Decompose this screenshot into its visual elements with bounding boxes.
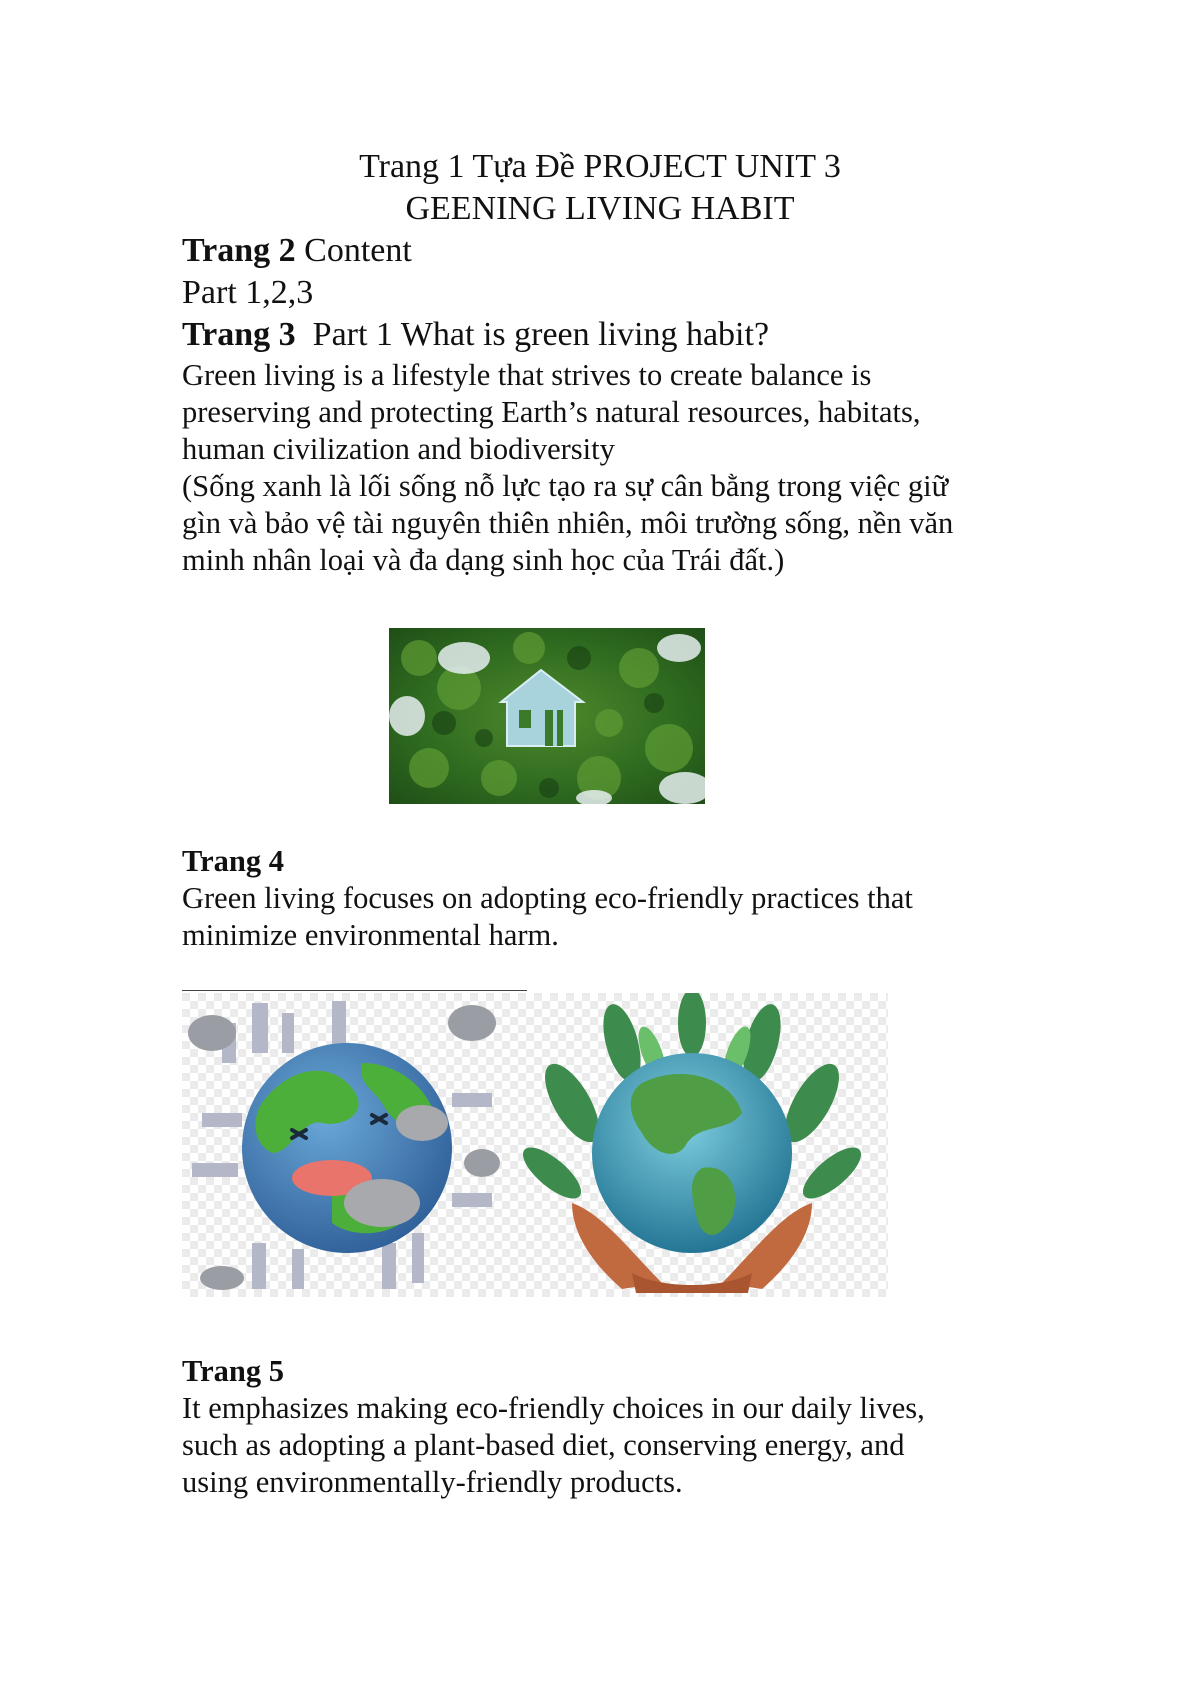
page2-label: Trang 2 — [182, 232, 296, 269]
page2-text: Content — [295, 232, 412, 269]
page5-line-1: It emphasizes making eco-friendly choices in our daily lives, — [182, 1391, 925, 1425]
page3-heading-text: Part 1 What is green living habit? — [295, 316, 770, 353]
page2-parts: Part 1,2,3 — [182, 274, 314, 311]
page3-vi-line-2: gìn và bảo vệ tài nguyên thiên nhiên, môi trường sống, nền văn — [182, 506, 954, 540]
page2-heading — [182, 231, 412, 271]
page4-line-1: Green living focuses on adopting eco-friendly practices that — [182, 881, 913, 915]
divider-line — [182, 990, 527, 991]
page3-label: Trang 3 — [182, 316, 296, 353]
page4-heading — [182, 843, 284, 880]
page3-vi-line-3: minh nhân loại và đa dạng sinh học của Trái đất.) — [182, 543, 785, 577]
page5-line-2: such as adopting a plant-based diet, conserving energy, and — [182, 1428, 905, 1462]
page3-en-line-2: preserving and protecting Earth’s natural resources, habitats, — [182, 395, 921, 429]
title-line-1: Trang 1 Tựa Đề PROJECT UNIT 3 — [359, 148, 841, 185]
page5-line-3: using environmentally-friendly products. — [182, 1465, 683, 1499]
page4-line-2: minimize environmental harm. — [182, 918, 559, 952]
page5-text — [182, 1390, 1022, 1501]
title-line-2: GEENING LIVING HABIT — [405, 190, 795, 227]
page4-text — [182, 880, 1022, 954]
forest-house-image — [389, 628, 705, 804]
page3-vi-line-1: (Sống xanh là lối sống nỗ lực tạo ra sự cân bằng trong việc giữ — [182, 469, 949, 503]
page3-heading — [182, 315, 769, 355]
page3-en-line-3: human civilization and biodiversity — [182, 432, 615, 466]
page3-en-line-1: Green living is a lifestyle that strives to create balance is — [182, 358, 872, 392]
earth-illustrations-image — [182, 993, 888, 1297]
page4-label: Trang 4 — [182, 844, 284, 878]
page3-definition — [182, 357, 1022, 579]
page5-heading — [182, 1353, 284, 1390]
page5-label: Trang 5 — [182, 1354, 284, 1388]
